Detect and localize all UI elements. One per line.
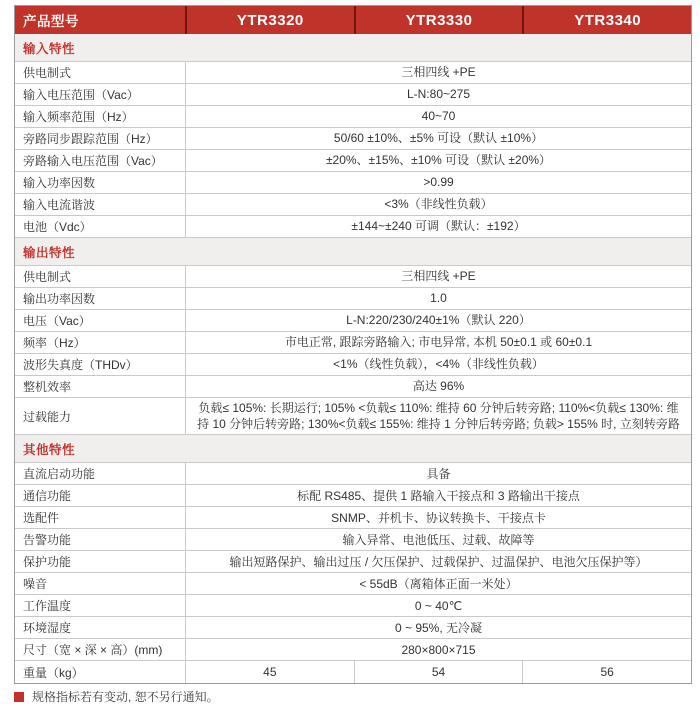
header-product-model-label: 产品型号: [23, 14, 79, 29]
section-header: 其他特性: [15, 435, 691, 463]
spec-label: 直流启动功能: [23, 467, 96, 482]
spec-label: 告警功能: [23, 533, 72, 548]
table-body: [15, 34, 691, 683]
spec-row: [15, 128, 691, 150]
spec-label: 波形失真度（THDv）: [23, 358, 138, 372]
spec-value: 40~70: [185, 106, 691, 127]
spec-row: [15, 150, 691, 172]
spec-label: 工作温度: [23, 599, 72, 614]
spec-row: [15, 354, 691, 376]
spec-label: 输入电流谐波: [23, 198, 96, 212]
spec-label: 频率（Hz）: [23, 336, 86, 350]
spec-label: 保护功能: [23, 555, 72, 570]
table-header-row: [15, 6, 691, 34]
spec-row: [15, 573, 691, 595]
spec-label: 输入频率范围（Hz）: [23, 110, 134, 124]
spec-label: 尺寸（宽 × 深 × 高）(mm): [23, 643, 163, 658]
spec-value: 输出短路保护、输出过压 / 欠压保护、过载保护、过温保护、电池欠压保护等）: [185, 551, 691, 572]
section-header: 输出特性: [15, 238, 691, 266]
spec-value: <1%（线性负载），<4%（非线性负载）: [185, 354, 691, 375]
footnote-text: 规格指标若有变动, 恕不另行通知。: [32, 690, 219, 704]
spec-row: [15, 194, 691, 216]
spec-row: [15, 376, 691, 398]
spec-row: [15, 310, 691, 332]
spec-row: [15, 617, 691, 639]
spec-value: 负载≤ 105%: 长期运行; 105% <负载≤ 110%: 维持 60 分钟后转旁路; 110%<负载≤ 130%: 维持 10 分钟后转旁路; 130%<负载≤ 155%: 维持 1 分钟后转旁路; 负载> 155% 时, 立刻转旁路: [185, 398, 691, 434]
spec-value: 0 ~ 95%, 无冷凝: [185, 617, 691, 638]
spec-value: < 55dB（离箱体正面一米处）: [185, 573, 691, 594]
header-model-ytr3320: YTR3320: [185, 6, 354, 34]
spec-label: 电池（Vdc）: [23, 220, 92, 234]
spec-value: 高达 96%: [185, 376, 691, 397]
spec-row: [15, 332, 691, 354]
spec-value: 三相四线 +PE: [185, 266, 691, 287]
spec-label: 供电制式: [23, 66, 72, 80]
header-model-ytr3340: YTR3340: [522, 6, 691, 34]
spec-label: 输出功率因数: [23, 292, 96, 306]
spec-label: 环境湿度: [23, 621, 72, 636]
spec-row: [15, 639, 691, 661]
spec-row: [15, 84, 691, 106]
spec-table: [14, 5, 692, 684]
spec-value: <3%（非线性负载）: [185, 194, 691, 215]
spec-row: [15, 62, 691, 84]
spec-value: 45: [185, 661, 354, 683]
spec-row: [15, 485, 691, 507]
spec-value: L-N:220/230/240±1%（默认 220）: [185, 310, 691, 331]
spec-value: ±144~±240 可调（默认：±192）: [185, 216, 691, 237]
spec-value: ±20%、±15%、±10% 可设（默认 ±20%）: [185, 150, 691, 171]
spec-row: [15, 266, 691, 288]
spec-value: L-N:80~275: [185, 84, 691, 105]
spec-value: 具备: [185, 463, 691, 484]
spec-label: 输入电压范围（Vac）: [23, 88, 139, 102]
spec-row: [15, 398, 691, 435]
spec-value: 1.0: [185, 288, 691, 309]
spec-row: [15, 216, 691, 238]
spec-value: 280×800×715: [185, 639, 691, 660]
spec-value: SNMP、并机卡、协议转换卡、干接点卡: [185, 507, 691, 528]
spec-label: 过载能力: [23, 409, 72, 424]
spec-label: 整机效率: [23, 380, 72, 394]
header-model-ytr3330: YTR3330: [354, 6, 523, 34]
spec-label: 电压（Vac）: [23, 314, 91, 328]
spec-value: 56: [522, 661, 691, 683]
spec-row: [15, 661, 691, 683]
spec-label: 供电制式: [23, 270, 72, 284]
spec-value: 三相四线 +PE: [185, 62, 691, 83]
footnote: [14, 688, 219, 705]
spec-label: 通信功能: [23, 489, 72, 504]
spec-value: >0.99: [185, 172, 691, 193]
red-square-bullet-icon: [14, 692, 24, 702]
spec-label: 噪音: [23, 577, 48, 592]
spec-label: 重量（kg）: [23, 665, 84, 680]
spec-row: [15, 595, 691, 617]
spec-row: [15, 551, 691, 573]
spec-row: [15, 529, 691, 551]
spec-label: 旁路同步跟踪范围（Hz）: [23, 132, 158, 146]
spec-label: 输入功率因数: [23, 176, 96, 190]
spec-row: [15, 463, 691, 485]
spec-label: 选配件: [23, 511, 60, 526]
spec-value: 标配 RS485、提供 1 路输入干接点和 3 路输出干接点: [185, 485, 691, 506]
spec-row: [15, 106, 691, 128]
spec-row: [15, 172, 691, 194]
spec-value: 市电正常, 跟踪旁路输入; 市电异常, 本机 50±0.1 或 60±0.1: [185, 332, 691, 353]
spec-row: [15, 288, 691, 310]
spec-row: [15, 507, 691, 529]
spec-value: 0 ~ 40℃: [185, 595, 691, 616]
section-header: 输入特性: [15, 34, 691, 62]
spec-value: 54: [354, 661, 523, 683]
spec-value: 50/60 ±10%、±5% 可设（默认 ±10%）: [185, 128, 691, 149]
spec-value: 输入异常、电池低压、过载、故障等: [185, 529, 691, 550]
spec-label: 旁路输入电压范围（Vac）: [23, 154, 163, 168]
